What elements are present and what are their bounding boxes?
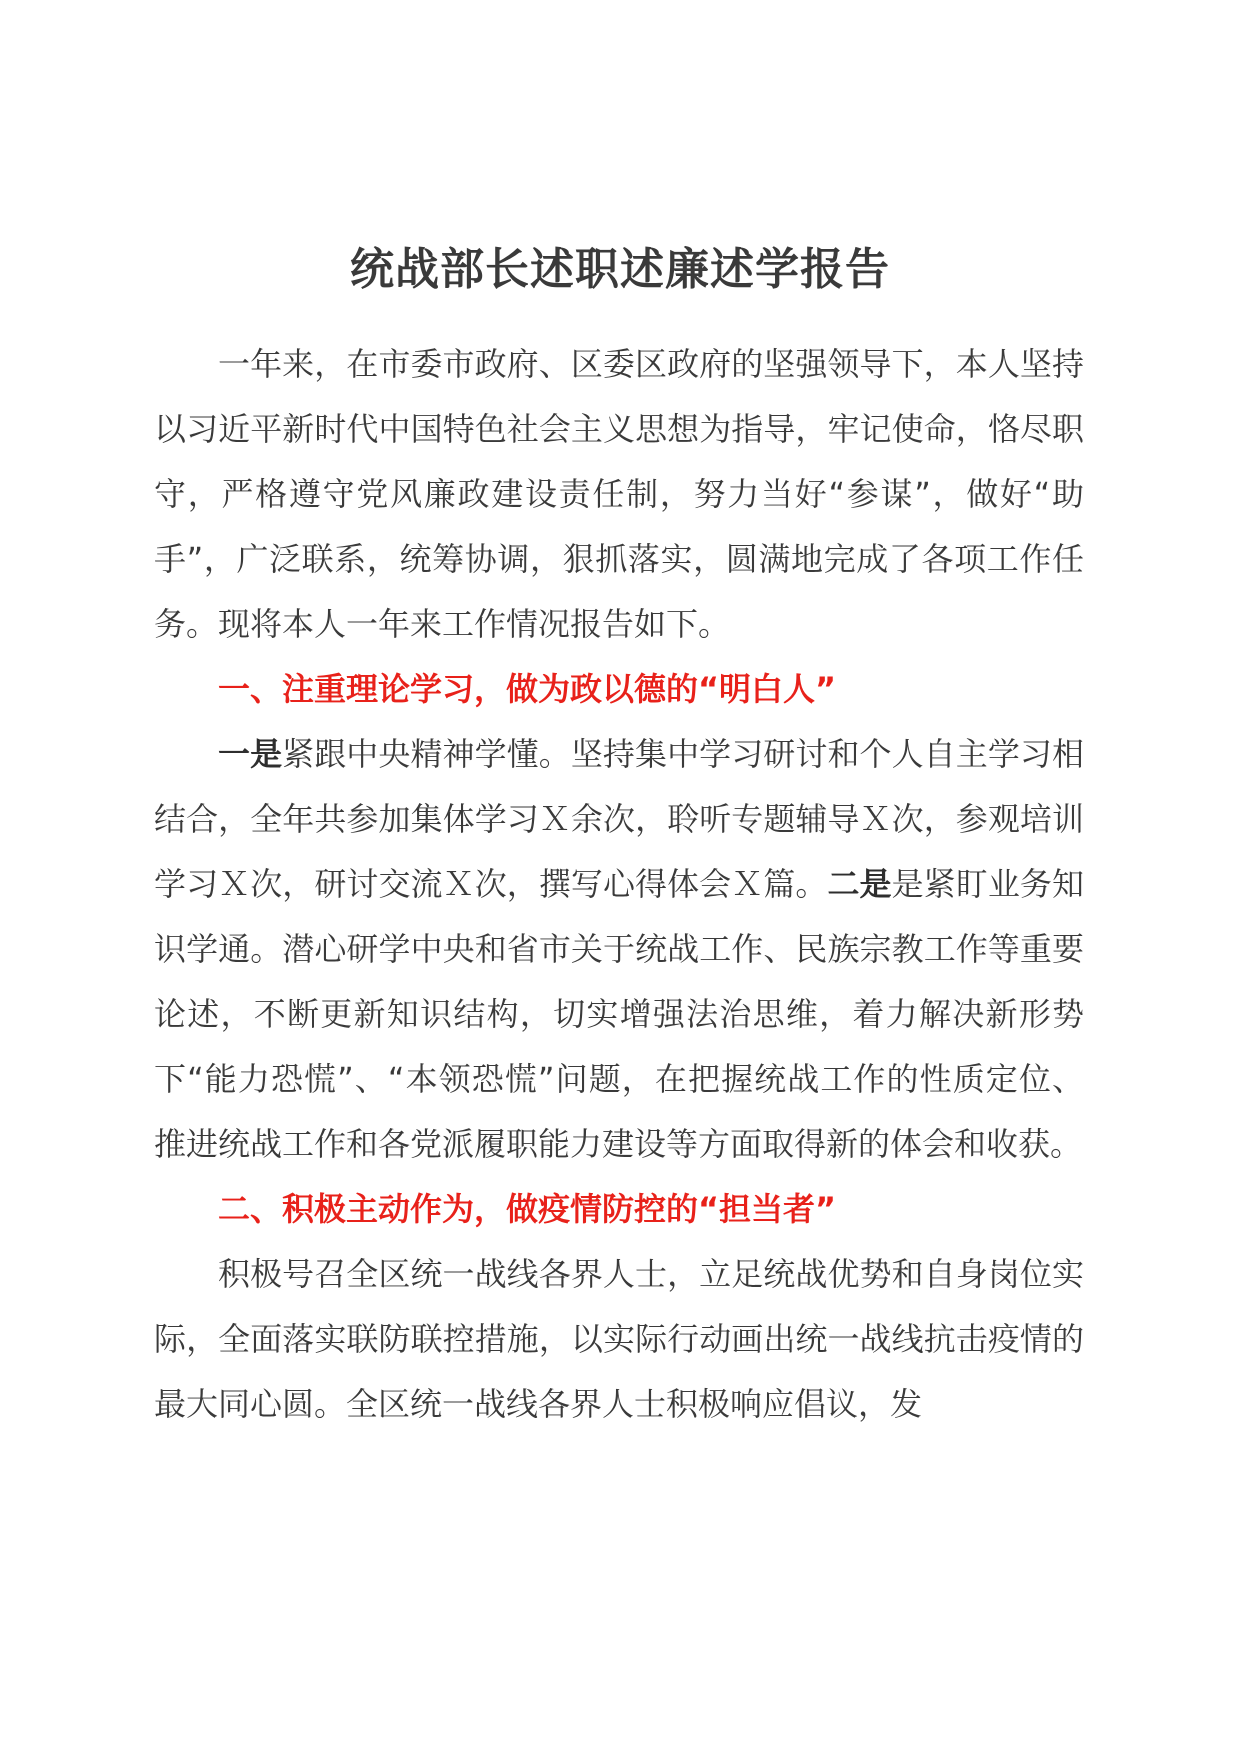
- document-body: [154, 332, 1084, 1437]
- section-1-text-1: 紧跟中央精神学懂。坚持集中学习研讨和个人自主学习相结合，全年共参加集体学习Ｘ余次，聆听专题辅导Ｘ次，参观培训学习Ｘ次，研讨交流Ｘ次，撰写心得体会Ｘ篇。: [154, 735, 1084, 903]
- section-1-heading: 一、注重理论学习，做为政以德的“明白人”: [218, 670, 837, 708]
- section-1-text-2: 是紧盯业务知识学通。潜心研学中央和省市关于统战工作、民族宗教工作等重要论述，不断更新知识结构，切实增强法治思维，着力解决新形势下“能力恐慌”、“本领恐慌”问题，在把握统战工作的性质定位、推进统战工作和各党派履职能力建设等方面取得新的体会和收获。: [154, 865, 1084, 1163]
- document-title: 统战部长述职述廉述学报告: [350, 244, 890, 295]
- section-2-paragraph: 积极号召全区统一战线各界人士，立足统战优势和自身岗位实际，全面落实联防联控措施，以实际行动画出统一战线抗击疫情的最大同心圆。全区统一战线各界人士积极响应倡议，发: [154, 1255, 1084, 1423]
- section-1-paragraph: [154, 722, 1084, 1177]
- section-1-lead-2: 二是: [827, 865, 892, 903]
- section-1-lead-1: 一是: [218, 735, 283, 773]
- intro-paragraph: 一年来，在市委市政府、区委区政府的坚强领导下，本人坚持以习近平新时代中国特色社会主义思想为指导，牢记使命，恪尽职守，严格遵守党风廉政建设责任制，努力当好“参谋”，做好“助手”，广泛联系，统筹协调，狠抓落实，圆满地完成了各项工作任务。现将本人一年来工作情况报告如下。: [154, 345, 1084, 643]
- section-2-heading: 二、积极主动作为，做疫情防控的“担当者”: [218, 1190, 837, 1228]
